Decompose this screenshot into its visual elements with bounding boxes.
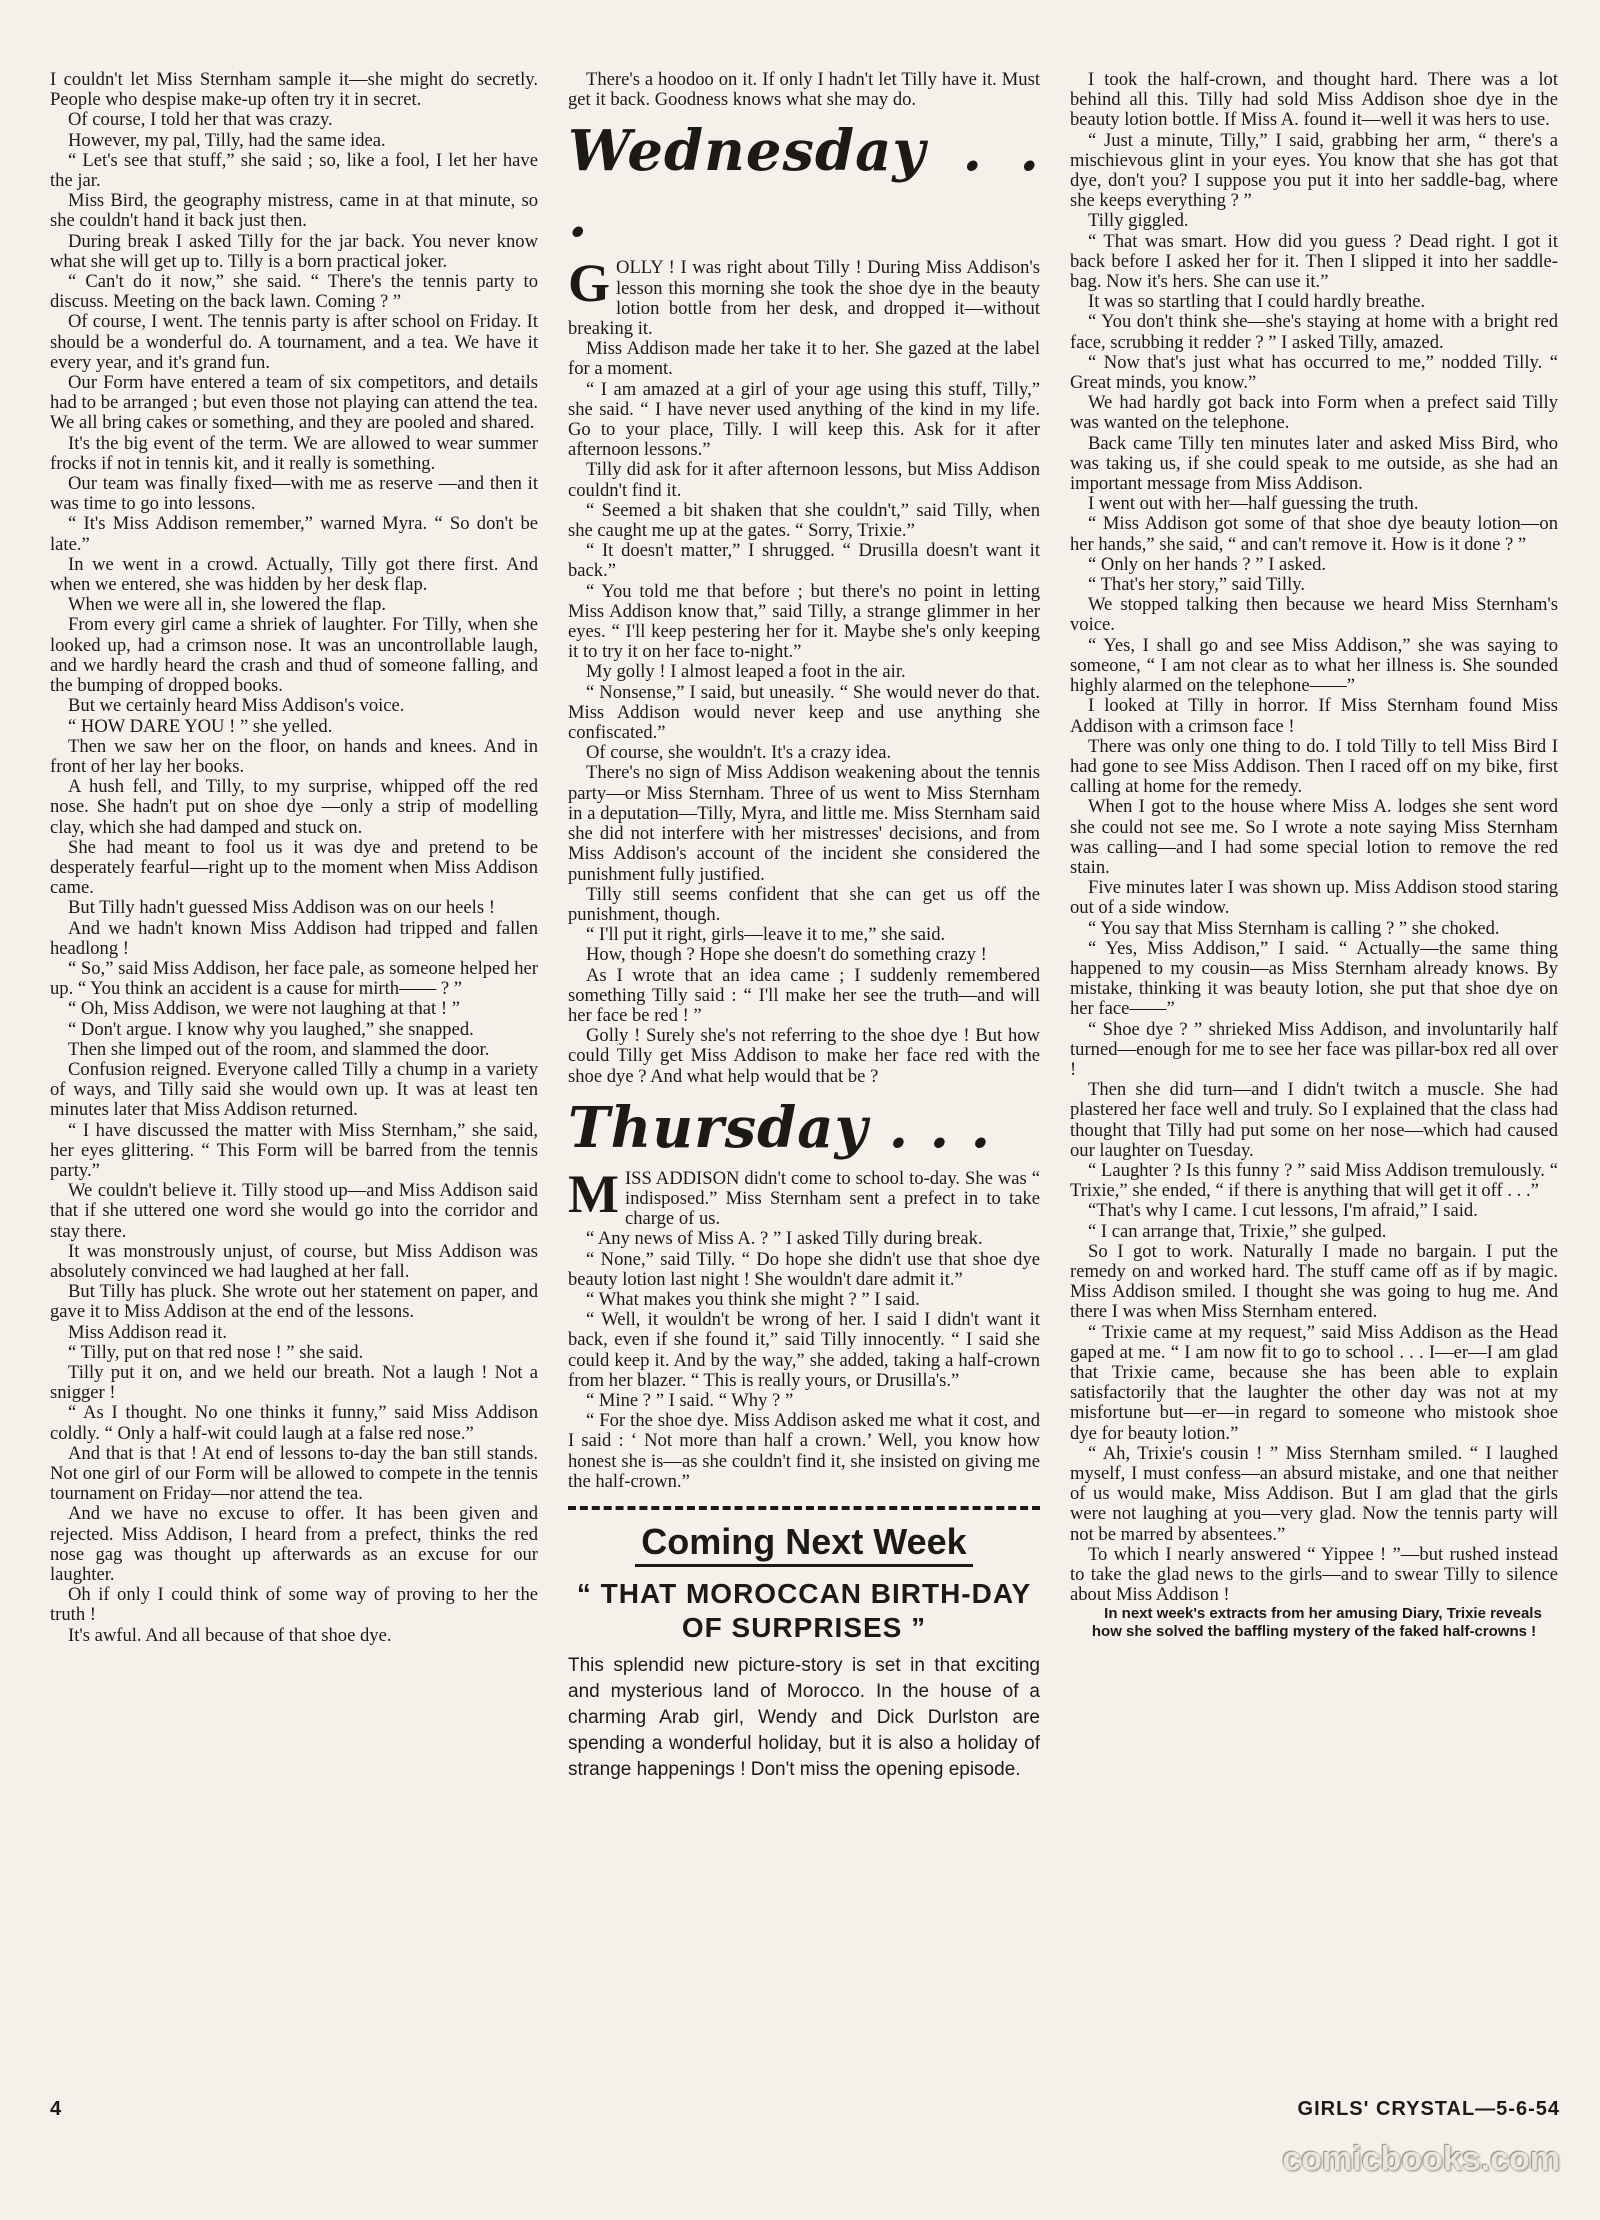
paragraph: “ HOW DARE YOU ! ” she yelled. (68, 715, 333, 737)
paragraph: “ I have discussed the matter with Miss Sternham,” she said, her eyes glittering. “ This Form will be barred from the tennis party.” (50, 1119, 538, 1181)
paragraph: Tilly still seems confident that she can get us off the punishment, though. (568, 883, 1040, 925)
paragraph: Tilly put it on, and we held our breath. Not a laugh ! Not a snigger ! (50, 1362, 538, 1404)
paragraph: During break I asked Tilly for the jar back. You never know what she will get up to. Tilly is a born practical joker. (50, 230, 538, 272)
paragraph: “ Trixie came at my request,” said Miss Addison as the Head gaped at me. “ I am now fit to go to school . . . I—er—I am glad that Trixie came, because she has been able to explain satisfactorily that the laughter the other day was not at my misfortune but—er—in regard to someone who mistook shoe dye for beauty lotion.” (1070, 1321, 1558, 1444)
paragraph: Oh if only I could think of some way of proving to her the truth ! (50, 1584, 538, 1626)
paragraph: And we hadn't known Miss Addison had tripped and fallen headlong ! (50, 917, 538, 959)
paragraph: “ You say that Miss Sternham is calling ? ” she choked. (1088, 917, 1500, 939)
paragraph: A hush fell, and Tilly, to my surprise, whipped off the red nose. She hadn't put on shoe dye —only a strip of modelling clay, which she had damped and stuck on. (50, 776, 538, 838)
paragraph: Golly ! Surely she's not referring to the shoe dye ! But how could Tilly get Miss Addison to make her face red with the shoe dye ? And what help would that be ? (568, 1025, 1040, 1087)
paragraph: Tilly giggled. (1088, 210, 1189, 232)
paragraph: It was so startling that I could hardly breathe. (1088, 291, 1426, 313)
paragraph: “ You told me that before ; but there's no point in letting Miss Addison know that,” said Tilly, a strange glimmer in her eyes. “ I'll keep pestering her for it. Maybe she's only keeping it to try it on her face to-night.” (568, 580, 1040, 663)
paragraph: “ Tilly, put on that red nose ! ” she said. (68, 1341, 364, 1363)
coming-story-description: This splendid new picture-story is set in that exciting and mysterious land of Morocco. In the house of a charming Arab girl, Wendy and Dick Durlston are spending a wonderful holiday, but it is also a holiday of strange happenings ! Don't miss the opening episode. (568, 1654, 1040, 1780)
paragraph: How, though ? Hope she doesn't do something crazy ! (586, 944, 987, 966)
thursday-first-paragraph (568, 1163, 1040, 1230)
paragraph: It was monstrously unjust, of course, but Miss Addison was absolutely convinced we had laughed at her fall. (50, 1240, 538, 1282)
paragraph: But Tilly has pluck. She wrote out her statement on paper, and gave it to Miss Addison at the end of the lessons. (50, 1281, 538, 1323)
paragraph: “ Let's see that stuff,” she said ; so, like a fool, I let her have the jar. (50, 149, 538, 192)
paragraph: “ Oh, Miss Addison, we were not laughing at that ! ” (68, 998, 460, 1020)
paragraph: Our Form have entered a team of six competitors, and details had to be arranged ; but even those not playing can attend the tea. We all bring cakes or something, and they are pooled and shared. (50, 372, 538, 434)
paragraph: “ Nonsense,” I said, but uneasily. “ She would never do that. Miss Addison would never keep and use anything she confiscated.” (568, 681, 1040, 744)
paragraph: “ You don't think she—she's staying at home with a bright red face, scrubbing it redder ? ” I asked Tilly, amazed. (1070, 311, 1558, 353)
column-2 (568, 70, 1040, 1783)
paragraph: “ Don't argue. I know why you laughed,” she snapped. (68, 1018, 474, 1040)
paragraph: Of course, she wouldn't. It's a crazy idea. (586, 742, 892, 764)
paragraph: It's the big event of the term. We are allowed to wear summer frocks if not in tennis kit, and it really is something. (50, 432, 538, 474)
wednesday-body (568, 339, 1040, 1087)
paragraph: My golly ! I almost leaped a foot in the air. (586, 661, 906, 683)
wednesday-first-text: OLLY ! I was right about Tilly ! During Miss Addison's lesson this morning she took the shoe dye in the beauty lotion bottle from her desk, and dropped it—without breaking it. (568, 257, 1040, 340)
paragraph: “ What makes you think she might ? ” I said. (586, 1288, 920, 1310)
paragraph: Five minutes later I was shown up. Miss Addison stood staring out of a side window. (1070, 877, 1558, 919)
paragraph: Our team was finally fixed—with me as reserve —and then it was time to go into lessons. (50, 473, 538, 515)
coming-next-week-title: Coming Next Week (635, 1520, 972, 1567)
paragraph: We couldn't believe it. Tilly stood up—and Miss Addison said that if she uttered one word she would go into the corridor and stay there. (50, 1180, 538, 1242)
wednesday-first-paragraph (568, 253, 1040, 340)
paragraph: “ Well, it wouldn't be wrong of her. I said I didn't want it back, even if she found it,” said Tilly innocently. “ I said she could keep it. And by the way,” she added, taking a half-crown from her blazer. “ This is really yours, or Drusilla's.” (568, 1309, 1040, 1391)
paragraph: And that is that ! At end of lessons to-day the ban still stands. Not one girl of our Form will be allowed to compete in the tennis tournament on Friday—nor attend the tea. (50, 1442, 538, 1505)
paragraph: “ Mine ? ” I said. “ Why ? ” (586, 1389, 794, 1411)
paragraph: It's awful. And all because of that shoe dye. (68, 1624, 392, 1646)
paragraph: I took the half-crown, and thought hard. There was a lot behind all this. Tilly had sold Miss Addison shoe dye in the beauty lotion bottle. If Miss A. found it—well it was hers to use. (1070, 69, 1558, 131)
paragraph: “ Now that's just what has occurred to me,” nodded Tilly. “ Great minds, you know.” (1070, 351, 1558, 394)
paragraph: To which I nearly answered “ Yippee ! ”—but rushed instead to take the glad news to the girls—and to swear Tilly to silence about Miss Addison ! (1070, 1543, 1558, 1606)
paragraph: Of course, I went. The tennis party is after school on Friday. It should be a wonderful do. A tournament, and a tea. We have it every year, and it's grand fun. (50, 311, 538, 373)
paragraph: “ Miss Addison got some of that shoe dye beauty lotion—on her hands,” she said, “ and can't remove it. How is it done ? ” (1070, 513, 1558, 555)
drop-cap: G (568, 253, 611, 314)
paragraph: Then she limped out of the room, and slammed the door. (68, 1038, 490, 1060)
next-week-note: In next week's extracts from her amusing Diary, Trixie reveals how she solved the baffling mystery of the faked half-crowns ! (1091, 1605, 1542, 1641)
paragraph: But we certainly heard Miss Addison's voice. (68, 695, 405, 717)
thursday-first-text: ISS ADDISON didn't come to school to-day. She was “ indisposed.” Miss Sternham sent a prefect in to take charge of us. (624, 1167, 1040, 1230)
paragraph: “ Seemed a bit shaken that she couldn't,” said Tilly, when she caught me up at the gates. “ Sorry, Trixie.” (568, 499, 1040, 542)
watermark: comicbooks.com (1282, 2140, 1560, 2178)
paragraph: And we have no excuse to offer. It has been given and rejected. Miss Addison, I heard from a prefect, thinks the red nose gag was thought up afterwards as an excuse for our laughter. (50, 1503, 538, 1586)
paragraph: “ Shoe dye ? ” shrieked Miss Addison, and involuntarily half turned—enough for me to see her face was pillar-box red all over ! (1070, 1018, 1558, 1080)
paragraph: “ That's her story,” said Tilly. (1088, 574, 1305, 596)
coming-next-week-box (568, 1520, 1040, 1783)
paragraph: “ It doesn't matter,” I shrugged. “ Drusilla doesn't want it back.” (568, 540, 1040, 582)
paragraph: “ As I thought. No one thinks it funny,” said Miss Addison coldly. “ Only a half-wit could laugh at a false red nose.” (50, 1402, 538, 1444)
paragraph: I looked at Tilly in horror. If Miss Sternham found Miss Addison with a crimson face ! (1070, 695, 1558, 737)
paragraph: “ Yes, I shall go and see Miss Addison,” she was saying to someone, “ I am not clear as to what her illness is. She sounded highly alarmed on the telephone——” (1070, 634, 1558, 697)
paragraph: Of course, I told her that was crazy. (68, 109, 333, 131)
paragraph: When we were all in, she lowered the flap. (68, 594, 387, 616)
paragraph: “ It's Miss Addison remember,” warned Myra. “ So don't be late.” (50, 513, 538, 555)
paragraph: “ I'll put it right, girls—leave it to me,” she said. (586, 924, 946, 946)
paragraph: “ For the shoe dye. Miss Addison asked me what it cost, and I said : ‘ Not more than half a crown.’ Well, you know how honest she is—as she couldn't find it, she insisted on giving me the half-crown.” (568, 1410, 1040, 1492)
paragraph: “That's why I came. I cut lessons, I'm afraid,” I said. (1088, 1200, 1478, 1222)
dashed-divider (568, 1506, 1040, 1510)
thursday-heading: Thursday . . . (568, 1094, 992, 1161)
paragraph: But Tilly hadn't guessed Miss Addison was on our heels ! (68, 897, 495, 919)
paragraph: When I got to the house where Miss A. lodges she sent word she could not see me. So I wrote a note saying Miss Sternham was calling—and I had some special lotion to remove the red stain. (1070, 796, 1558, 878)
paragraph: We had hardly got back into Form when a prefect said Tilly was wanted on the telephone. (1070, 392, 1558, 434)
paragraph: “ Just a minute, Tilly,” I said, grabbing her arm, “ there's a mischievous glint in your eyes. You know that she has got that dye, don't you? I suppose you put it into her saddle-bag, where she keeps everything ? ” (1070, 129, 1558, 212)
paragraph: Miss Bird, the geography mistress, came in at that minute, so she couldn't hand it back just then. (50, 190, 538, 232)
paragraph: “ Can't do it now,” she said. “ There's the tennis party to discuss. Meeting on the back lawn. Coming ? ” (50, 271, 538, 313)
paragraph: She had meant to fool us it was dye and pretend to be desperately fearful—right up to the moment when Miss Addison came. (50, 836, 538, 899)
column-2-intro (568, 70, 1040, 110)
column-1 (50, 70, 538, 1646)
paragraph: “ Yes, Miss Addison,” I said. “ Actually—the same thing happened to my cousin—as Miss Sternham already knows. By mistake, thinking it was beauty lotion, she put that shoe dye on her face——” (1070, 937, 1558, 1020)
paragraph: Miss Addison made her take it to her. She gazed at the label for a moment. (568, 338, 1040, 380)
paragraph: “ Ah, Trixie's cousin ! ” Miss Sternham smiled. “ I laughed myself, I must confess—an absurd mistake, and one that neither of us would make, Miss Addison. But I am glad that the girls were not laughing at you—very glad. Now the tennis party will not be marred by absentees.” (1070, 1442, 1558, 1545)
paragraph: Back came Tilly ten minutes later and asked Miss Bird, who was taking us, if she could speak to me outside, as she had an important message from Miss Addison. (1070, 432, 1558, 495)
paragraph: “ That was smart. How did you guess ? Dead right. I got it back before I asked her for it. Then I slipped it into her saddle-bag. Now it's hers. She can use it.” (1070, 230, 1558, 293)
issue-line: GIRLS' CRYSTAL—5-6-54 (1297, 2098, 1560, 2120)
wednesday-heading: Wednesday . . . (568, 118, 1040, 251)
paragraph: Then we saw her on the floor, on hands and knees. And in front of her lay her books. (50, 735, 538, 777)
column-3-body (1070, 70, 1558, 1605)
paragraph: “ Only on her hands ? ” I asked. (1088, 553, 1327, 575)
paragraph: As I wrote that an idea came ; I suddenly remembered something Tilly said : “ I'll make her see the truth—and will her face be red ! ” (568, 964, 1040, 1026)
paragraph: There's no sign of Miss Addison weakening about the tennis party—or Miss Sternham. Three of us went to Miss Sternham in a deputation—Tilly, Myra, and little me. Miss Sternham said she did not interfere with her mistresses' decisions, and from Miss Addison's account of the incident she considered the punishment fully justified. (568, 762, 1040, 885)
paragraph: There's a hoodoo on it. If only I hadn't let Tilly have it. Must get it back. Goodness knows what she may do. (568, 69, 1040, 111)
paragraph: From every girl came a shriek of laughter. For Tilly, when she looked up, had a crimson nose. It was an uncontrollable laugh, and we hardly heard the crash and thud of someone falling, and the bumping of dropped books. (50, 614, 538, 697)
paragraph: “ None,” said Tilly. “ Do hope she didn't use that shoe dye beauty lotion last night ! She wouldn't dare admit it.” (568, 1248, 1040, 1290)
paragraph: “ Any news of Miss A. ? ” I asked Tilly during break. (586, 1228, 983, 1250)
paragraph: Miss Addison read it. (68, 1321, 228, 1343)
paragraph: “ I am amazed at a girl of your age using this stuff, Tilly,” she said. “ I have never used anything of the kind in my life. Go to your place, Tilly. I will keep this. Ask for it after afternoon lessons.” (568, 378, 1040, 461)
paragraph: “ So,” said Miss Addison, her face pale, as someone helped her up. “ You think an accident is a cause for mirth—— ? ” (50, 957, 538, 1000)
paragraph: Tilly did ask for it after afternoon lessons, but Miss Addison couldn't find it. (568, 459, 1040, 501)
paragraph: “ I can arrange that, Trixie,” she gulped. (1088, 1220, 1387, 1242)
paragraph: I couldn't let Miss Sternham sample it—she might do secretly. People who despise make-up often try it in secret. (50, 69, 538, 111)
paragraph: However, my pal, Tilly, had the same idea. (68, 129, 386, 151)
paragraph: I went out with her—half guessing the truth. (1088, 493, 1419, 515)
paragraph: “ Laughter ? Is this funny ? ” said Miss Addison tremulously. “ Trixie,” she ended, “ if there is anything that will get it off . . .” (1070, 1159, 1558, 1202)
paragraph: There was only one thing to do. I told Tilly to tell Miss Bird I had gone to see Miss Addison. Then I raced off on my bike, first calling at home for the remedy. (1070, 735, 1558, 798)
thursday-body (568, 1229, 1040, 1492)
paragraph: Confusion reigned. Everyone called Tilly a chump in a variety of ways, and Tilly said she would own up. It was at least ten minutes later that Miss Addison returned. (50, 1058, 538, 1121)
drop-cap: M (568, 1163, 619, 1224)
paragraph: So I got to work. Naturally I made no bargain. I put the remedy on and worked hard. The stuff came off as if by magic. Miss Addison smiled. I thought she was going to hug me. And there I was when Miss Sternham entered. (1070, 1240, 1558, 1323)
coming-story-title: “ THAT MOROCCAN BIRTH-DAY OF SURPRISES ” (576, 1577, 1032, 1643)
column-3 (1070, 70, 1558, 1641)
paragraph: In we went in a crowd. Actually, Tilly got there first. And when we entered, she was hidden by her desk flap. (50, 553, 538, 596)
paragraph: We stopped talking then because we heard Miss Sternham's voice. (1070, 594, 1558, 636)
page-number: 4 (50, 2098, 62, 2120)
paragraph: Then she did turn—and I didn't twitch a muscle. She had plastered her face well and truly. So I explained that the class had thought that Tilly had put some on her nose—which had caused our laughter on Tuesday. (1070, 1079, 1558, 1161)
